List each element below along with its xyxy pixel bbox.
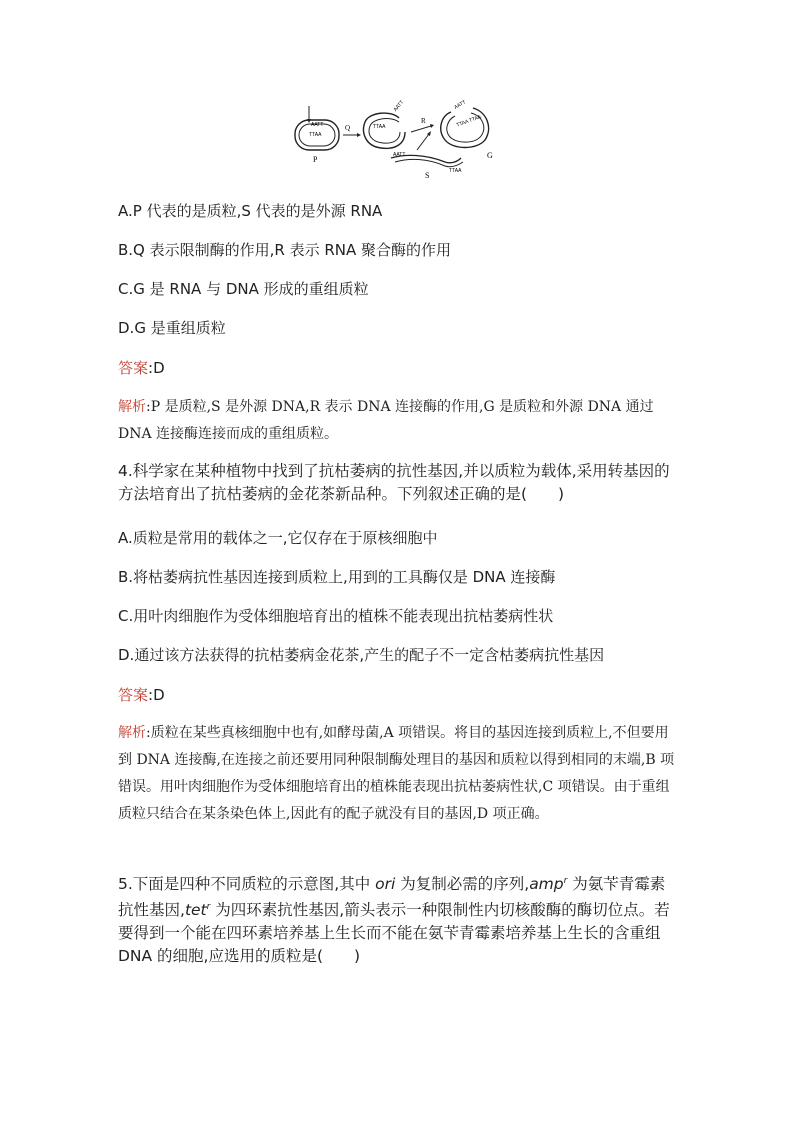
q-seq: TTAA [373,124,386,130]
q5-tet-sup: r [206,902,211,913]
foreign-dna-s [391,152,463,180]
s-right-seq: TTAA [449,168,462,174]
analysis-text: :P 是质粒,S 是外源 DNA,R 表示 DNA 连接酶的作用,G 是质粒和外源 DNA 通过 DNA 连接酶连接而成的重组质粒。 [118,399,654,442]
p-top-seq: AATT [311,122,324,128]
g-inner-seq: TTAA TTAA [455,114,483,129]
plasmid-p [295,106,339,164]
q4-answer-label: 答案 [118,686,149,704]
p-bottom-seq: TTAA [309,132,322,138]
label-g: G [487,151,493,160]
plasmid-recombination-figure [287,96,507,180]
q4-option-c: C.用叶肉细胞作为受体细胞培育出的植株不能表现出抗枯萎病性状 [118,607,554,625]
q-top-seq: AATT [392,99,406,113]
q5-amp-sup: r [563,876,568,886]
q4-analysis-block [118,720,678,828]
question-5-stem [118,870,678,968]
q4-answer-value: :D [148,686,165,704]
q4-analysis-label: 解析 [118,725,146,741]
answer-label: 答案 [118,359,149,377]
option-a: A.P 代表的是质粒,S 代表的是外源 RNA [118,202,383,220]
q5-part1: 5.下面是四种不同质粒的示意图,其中 [118,875,376,894]
analysis-label: 解析 [118,399,146,415]
q5-part2: 为复制必需的序列, [395,875,530,894]
g-top-seq: AATT [453,99,468,111]
opened-plasmid [364,99,406,148]
answer-value: :D [148,359,165,377]
q4-answer-line [118,685,165,705]
q4-option-a: A.质粒是常用的载体之一,它仅存在于原核细胞中 [118,529,438,547]
q4-option-d: D.通过该方法获得的抗枯萎病金花茶,产生的配子不一定含枯萎病抗性基因 [118,646,605,664]
answer-line [118,358,165,378]
q5-ori: ori [375,875,396,894]
s-left-seq: AATT [393,152,406,158]
recombinant-plasmid-g [441,99,493,160]
analysis-block [118,394,678,448]
question-4-stem: 4.科学家在某种植物中找到了抗枯萎病的抗性基因,并以质粒为载体,采用转基因的方法培育出了抗枯萎病的金花茶新品种。下列叙述正确的是( ) [118,462,670,503]
label-p: P [313,155,318,164]
q5-part4: 为四环素抗性基因,箭头表示一种限制性内切核酸酶的酶切位点。若要得到一个能在四环素培养基上生长而不能在氨苄青霉素培养基上生长的含重组 DNA 的细胞,应选用的质粒是( ) [118,901,670,966]
option-d: D.G 是重组质粒 [118,319,226,337]
q4-analysis-text: :质粒在某些真核细胞中也有,如酵母菌,A 项错误。将目的基因连接到质粒上,不但要用到 DNA 连接酶,在连接之前还要用同种限制酶处理目的基因和质粒以得到相同的末端,B 项错误。用叶肉细胞作为受体细胞培育出的植株能表现出抗枯萎病性状,C 项错误。由于重组质粒只结合在某条染色体上,因此有的配子就没有目的基因,D 项正确。 [118,725,675,822]
label-r: R [421,117,426,125]
option-c: C.G 是 RNA 与 DNA 形成的重组质粒 [118,280,369,298]
option-b: B.Q 表示限制酶的作用,R 表示 RNA 聚合酶的作用 [118,241,452,259]
label-s: S [425,171,430,180]
q5-part3: 为氨苄青霉素抗性基因, [118,875,666,920]
label-q: Q [345,124,351,132]
q5-tet: tet [184,901,207,920]
q4-option-b: B.将枯萎病抗性基因连接到质粒上,用到的工具酶仅是 DNA 连接酶 [118,568,556,586]
q5-amp: amp [529,875,564,894]
